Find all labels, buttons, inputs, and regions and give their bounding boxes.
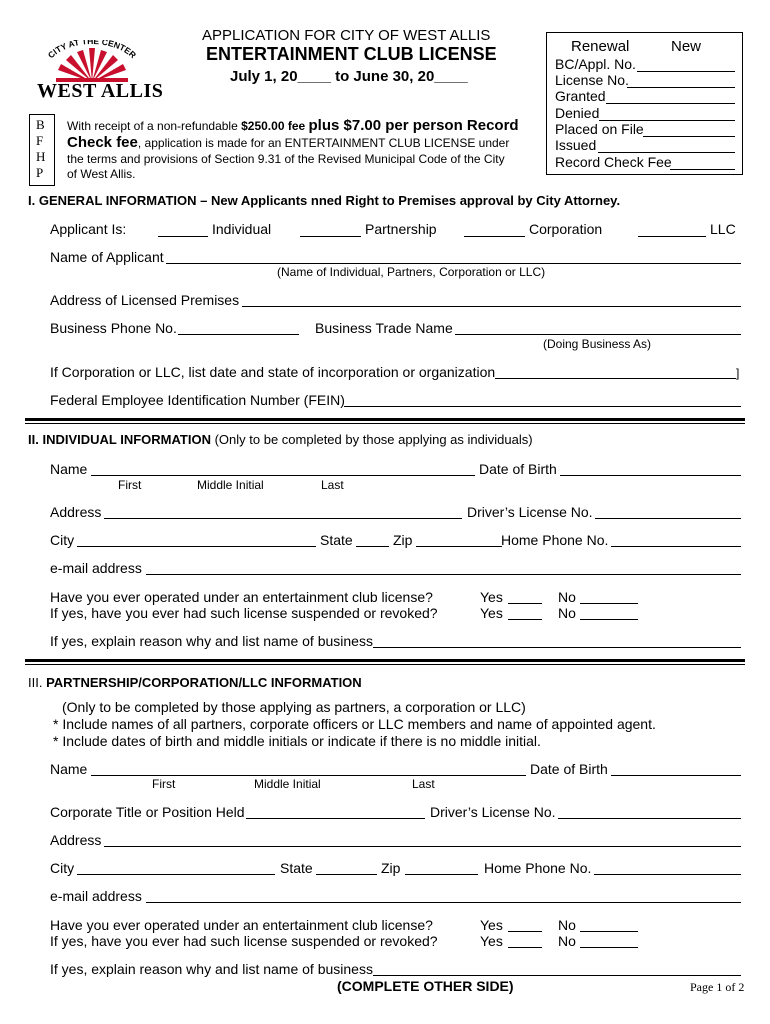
new-label: New xyxy=(671,38,702,55)
s3-dob-field[interactable] xyxy=(611,775,741,776)
s2-home-phone-field[interactable] xyxy=(611,546,741,547)
s3-note-2: * Include names of all partners, corporate officers or LLC members and name of appointed agent. xyxy=(53,716,656,732)
office-line-record: Record Check Fee xyxy=(555,154,672,170)
s3-q1-yes-field[interactable] xyxy=(508,931,542,932)
s3-zip-label: Zip xyxy=(381,860,401,876)
intro-line-1: With receipt of a non-refundable $250.00 fee plus $7.00 per person Record xyxy=(67,117,519,134)
individual-checkline[interactable] xyxy=(158,236,208,237)
incorporation-label: If Corporation or LLC, list date and state of incorporation or organization xyxy=(50,364,496,380)
s3-q2-no-label: No xyxy=(558,933,576,949)
trade-name-label: Business Trade Name xyxy=(315,320,453,336)
s2-name-field[interactable] xyxy=(91,475,475,476)
option-individual: Individual xyxy=(212,221,272,237)
s2-q2-no-field[interactable] xyxy=(580,619,638,620)
s3-explain-field[interactable] xyxy=(373,975,741,976)
s2-city-field[interactable] xyxy=(77,546,316,547)
s2-q1-yes-label: Yes xyxy=(480,589,503,605)
s3-city-field[interactable] xyxy=(77,874,275,875)
section-divider-1 xyxy=(25,418,745,421)
option-corporation: Corporation xyxy=(529,221,603,237)
s3-address-field[interactable] xyxy=(104,846,741,847)
s3-state-field[interactable] xyxy=(316,874,377,875)
s2-q2-yes-label: Yes xyxy=(480,605,503,621)
s3-title-label: Corporate Title or Position Held xyxy=(50,804,245,820)
section-1-heading: I. GENERAL INFORMATION – New Applicants nned Right to Premises approval by City Attorney. xyxy=(28,193,621,208)
s2-address-field[interactable] xyxy=(104,518,462,519)
s2-address-label: Address xyxy=(50,504,102,520)
name-of-applicant-label: Name of Applicant xyxy=(50,249,164,265)
s3-dl-field[interactable] xyxy=(558,818,741,819)
s3-name-field[interactable] xyxy=(91,775,526,776)
s3-q1-no-field[interactable] xyxy=(580,931,638,932)
name-of-applicant-field[interactable] xyxy=(166,263,741,264)
s2-q1-no-label: No xyxy=(558,589,576,605)
option-llc: LLC xyxy=(710,221,736,237)
applicant-is-label: Applicant Is: xyxy=(50,221,127,237)
s3-dl-label: Driver’s License No. xyxy=(430,804,556,820)
s2-q2-yes-field[interactable] xyxy=(508,619,542,620)
s3-email-field[interactable] xyxy=(146,902,741,903)
s2-question-1: Have you ever operated under an entertainment club license? xyxy=(50,589,433,605)
s2-q1-no-field[interactable] xyxy=(580,603,638,604)
bracket-mark: ] xyxy=(736,366,740,380)
code-p: P xyxy=(36,165,44,180)
s3-q1-no-label: No xyxy=(558,917,576,933)
fein-label: Federal Employee Identification Number (FEIN) xyxy=(50,392,345,408)
s3-last-hint: Last xyxy=(412,777,435,791)
premises-field[interactable] xyxy=(242,306,741,307)
s2-explain-label: If yes, explain reason why and list name of business xyxy=(50,633,373,649)
business-phone-label: Business Phone No. xyxy=(50,320,177,336)
title-line-1: APPLICATION FOR CITY OF WEST ALLIS xyxy=(202,27,491,44)
code-h: H xyxy=(36,149,46,164)
s2-dob-field[interactable] xyxy=(560,475,741,476)
s3-title-field[interactable] xyxy=(246,818,425,819)
s2-home-phone-label: Home Phone No. xyxy=(501,532,609,548)
section-2-heading: II. INDIVIDUAL INFORMATION (Only to be completed by those applying as individuals) xyxy=(28,432,533,447)
llc-checkline[interactable] xyxy=(638,236,706,237)
s3-email-label: e-mail address xyxy=(50,888,142,904)
section-divider-2 xyxy=(25,659,745,662)
intro-line-4: of West Allis. xyxy=(67,167,136,181)
business-phone-field[interactable] xyxy=(178,334,299,335)
s3-note-3: * Include dates of birth and middle initials or indicate if there is no middle initial. xyxy=(53,733,541,749)
office-line-denied: Denied xyxy=(555,105,600,121)
section-3-heading: III. PARTNERSHIP/CORPORATION/LLC INFORMATION xyxy=(28,675,362,690)
s3-q2-yes-label: Yes xyxy=(480,933,503,949)
s3-city-label: City xyxy=(50,860,75,876)
office-line-placed: Placed on File xyxy=(555,121,644,137)
s3-home-phone-label: Home Phone No. xyxy=(484,860,592,876)
s3-question-2: If yes, have you ever had such license suspended or revoked? xyxy=(50,933,438,949)
s2-name-label: Name xyxy=(50,461,88,477)
code-b: B xyxy=(36,117,45,132)
s3-q1-yes-label: Yes xyxy=(480,917,503,933)
trade-name-field[interactable] xyxy=(455,334,741,335)
s2-dob-label: Date of Birth xyxy=(479,461,557,477)
s3-home-phone-field[interactable] xyxy=(594,874,741,875)
corporation-checkline[interactable] xyxy=(464,236,525,237)
premises-label: Address of Licensed Premises xyxy=(50,292,240,308)
license-period: July 1, 20____ to June 30, 20____ xyxy=(230,68,468,85)
s2-explain-field[interactable] xyxy=(373,647,741,648)
s2-dl-label: Driver’s License No. xyxy=(467,504,593,520)
s3-first-hint: First xyxy=(152,777,176,791)
logo-city-name: WEST ALLIS xyxy=(37,80,164,102)
s2-q1-yes-field[interactable] xyxy=(508,603,542,604)
s2-zip-label: Zip xyxy=(393,532,413,548)
s2-city-label: City xyxy=(50,532,75,548)
s3-dob-label: Date of Birth xyxy=(530,761,608,777)
option-partnership: Partnership xyxy=(365,221,437,237)
s3-address-label: Address xyxy=(50,832,102,848)
s2-dl-field[interactable] xyxy=(595,518,741,519)
trade-name-hint: (Doing Business As) xyxy=(543,337,652,351)
s2-email-label: e-mail address xyxy=(50,560,142,576)
s2-first-hint: First xyxy=(118,478,142,492)
logo-arc-text: CITY AT THE CENTER xyxy=(45,40,139,61)
renewal-label: Renewal xyxy=(571,38,630,55)
code-f: F xyxy=(36,133,44,148)
s2-email-field[interactable] xyxy=(146,574,741,575)
office-line-issued: Issued xyxy=(555,137,597,153)
office-line-license: License No. xyxy=(555,72,629,88)
s3-q2-yes-field[interactable] xyxy=(508,947,542,948)
incorporation-field[interactable] xyxy=(495,378,736,379)
s3-question-1: Have you ever operated under an entertainment club license? xyxy=(50,917,433,933)
intro-line-3: the terms and provisions of Section 9.31 of the Revised Municipal Code of the City xyxy=(67,152,505,166)
office-line-bc: BC/Appl. No. xyxy=(555,56,636,72)
complete-other-side: (COMPLETE OTHER SIDE) xyxy=(337,978,514,994)
page-number: Page 1 of 2 xyxy=(690,980,745,994)
name-of-applicant-hint: (Name of Individual, Partners, Corporation or LLC) xyxy=(277,265,546,279)
s2-zip-field[interactable] xyxy=(416,546,502,547)
s3-zip-field[interactable] xyxy=(405,874,478,875)
office-line-granted: Granted xyxy=(555,88,606,104)
s2-middle-hint: Middle Initial xyxy=(197,478,264,492)
s3-explain-label: If yes, explain reason why and list name of business xyxy=(50,961,373,977)
title-line-2: ENTERTAINMENT CLUB LICENSE xyxy=(206,44,497,64)
partnership-checkline[interactable] xyxy=(300,236,361,237)
s3-middle-hint: Middle Initial xyxy=(254,777,321,791)
s2-question-2: If yes, have you ever had such license suspended or revoked? xyxy=(50,605,438,621)
intro-line-2: Check fee, application is made for an ENTERTAINMENT CLUB LICENSE under xyxy=(67,134,510,151)
s2-q2-no-label: No xyxy=(558,605,576,621)
s3-q2-no-field[interactable] xyxy=(580,947,638,948)
s2-last-hint: Last xyxy=(321,478,344,492)
fein-field[interactable] xyxy=(344,406,741,407)
s3-note-1: (Only to be completed by those applying as partners, a corporation or LLC) xyxy=(62,699,526,715)
s3-state-label: State xyxy=(280,860,313,876)
s2-state-label: State xyxy=(320,532,353,548)
s2-state-field[interactable] xyxy=(356,546,389,547)
s3-name-label: Name xyxy=(50,761,88,777)
